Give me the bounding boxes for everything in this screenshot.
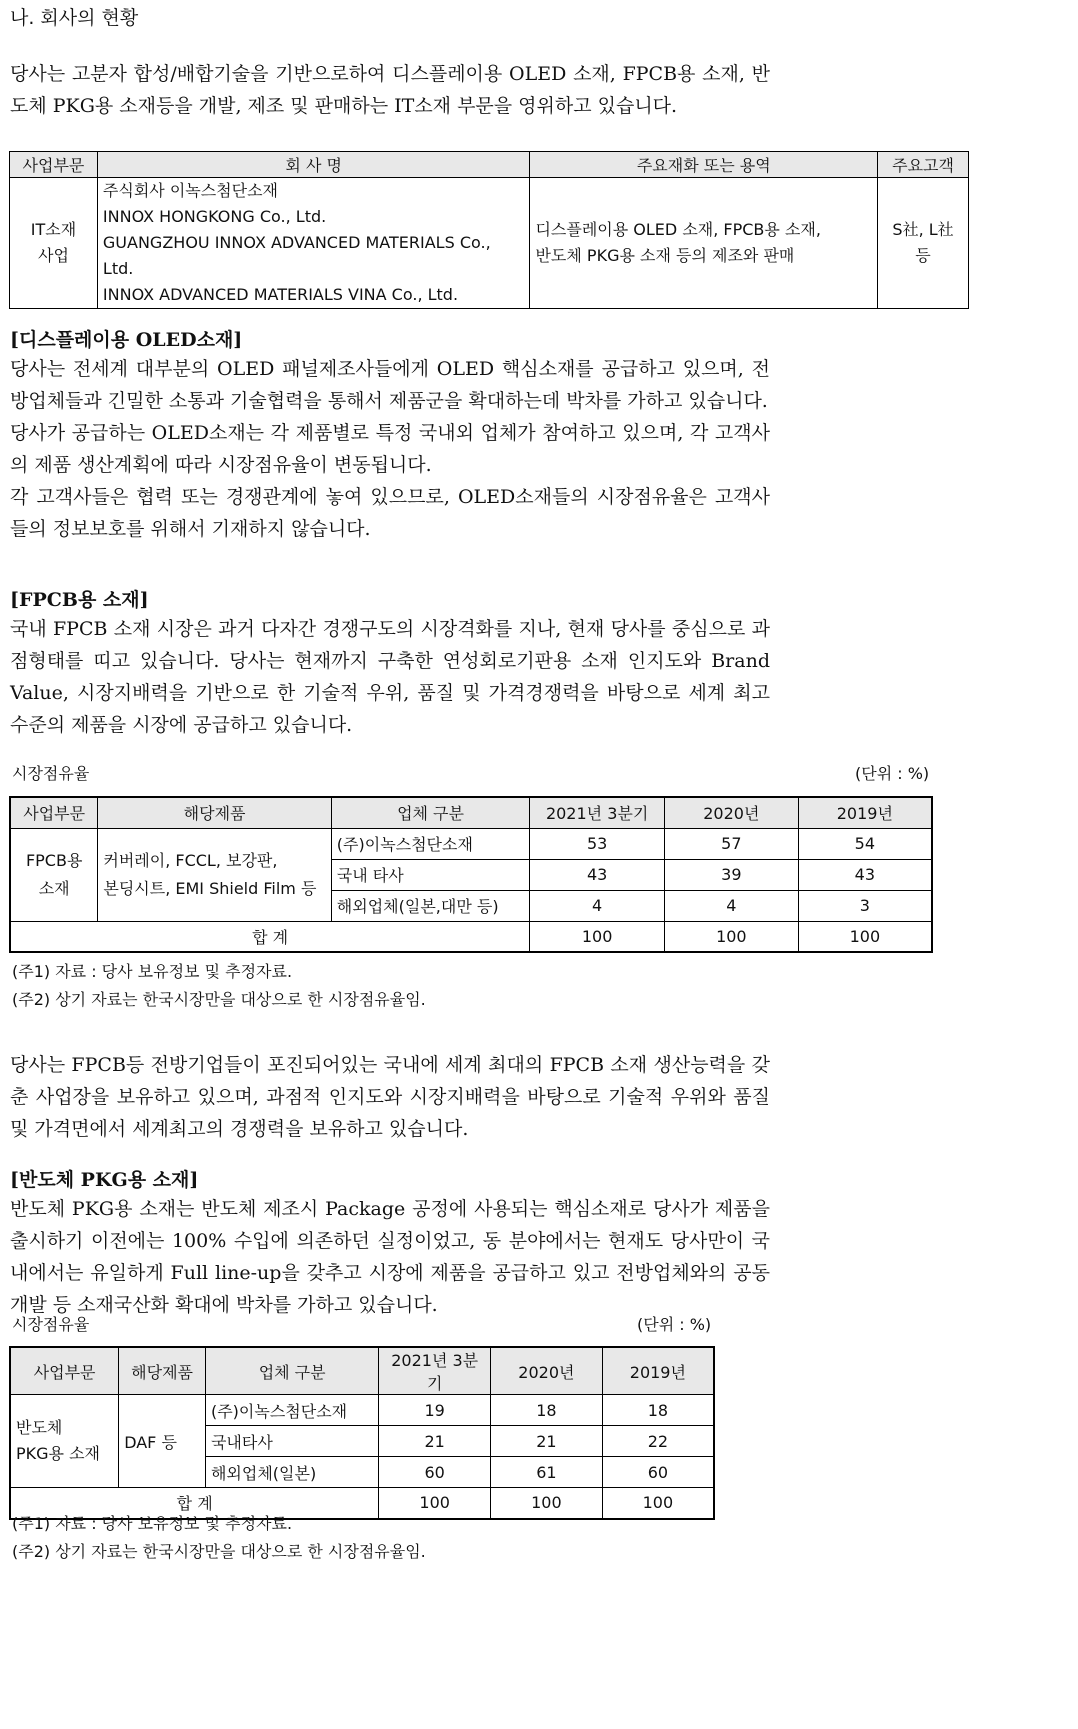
table-row	[10, 828, 932, 859]
pkg-paragraph: 반도체 PKG용 소재는 반도체 제조시 Package 공정에 사용되는 핵심소재로 당사가 제품을 출시하기 이전에는 100% 수입에 의존하던 실정이었고, 동 분야에서는 현재도 당사만이 국내에서는 유일하게 Full line-up을 갖추고 시장에 제품을 공급하고 있고 전방업체와의 공동개발 등 소재국산화 확대에 박차를 가하고 있습니다.	[10, 1198, 770, 1316]
company-name: 주식회사 이녹스첨단소재	[102, 181, 279, 200]
oled-section-title: [디스플레이용 OLED소재]	[10, 329, 243, 351]
value-cell: 54	[798, 828, 932, 859]
company-cell: 해외업체(일본,대만 등)	[331, 890, 529, 921]
pkg-section-title: [반도체 PKG용 소재]	[10, 1169, 199, 1191]
pkg-segment-cell: 반도체 PKG용 소재	[10, 1395, 119, 1488]
company-cell: 국내타사	[205, 1426, 378, 1457]
fpcb-note-1: (주1) 자료 : 당사 보유정보 및 추정자료.	[12, 962, 293, 981]
total-row	[10, 921, 932, 952]
company-name: INNOX ADVANCED MATERIALS VINA Co., Ltd.	[102, 285, 459, 304]
value-cell: 3	[798, 890, 932, 921]
fpcb-product-cell: 커버레이, FCCL, 보강판, 본딩시트, EMI Shield Film 등	[98, 828, 331, 921]
fpcb-share-table	[9, 796, 933, 953]
header-customers: 주요고객	[878, 152, 969, 178]
total-label: 합 계	[10, 1488, 379, 1519]
pkg-header-segment: 사업부문	[10, 1347, 119, 1395]
value-cell: 39	[664, 859, 798, 890]
header-segment: 사업부문	[10, 152, 98, 178]
total-value: 100	[664, 921, 798, 952]
pkg-note-2: (주2) 상기 자료는 한국시장만을 대상으로 한 시장점유율임.	[12, 1542, 426, 1561]
value-cell: 18	[602, 1395, 714, 1426]
fpcb-header-segment: 사업부문	[10, 797, 98, 828]
header-products: 주요재화 또는 용역	[530, 152, 878, 178]
value-cell: 21	[491, 1426, 603, 1457]
pkg-share-table	[9, 1346, 715, 1520]
fpcb-header-company: 업체 구분	[331, 797, 529, 828]
value-cell: 43	[530, 859, 665, 890]
total-value: 100	[491, 1488, 603, 1519]
intro-paragraph: 당사는 고분자 합성/배합기술을 기반으로하여 디스플레이용 OLED 소재, FPCB용 소재, 반도체 PKG용 소재등을 개발, 제조 및 판매하는 IT소재 부문을 영위하고 있습니다.	[10, 63, 770, 117]
fpcb-header-2020: 2020년	[664, 797, 798, 828]
pkg-share-caption: 시장점유율	[12, 1315, 90, 1334]
value-cell: 19	[379, 1395, 491, 1426]
fpcb-unit-label: (단위 : %)	[855, 764, 930, 783]
value-cell: 60	[379, 1457, 491, 1488]
company-cell: 국내 타사	[331, 859, 529, 890]
company-cell: 해외업체(일본)	[205, 1457, 378, 1488]
value-cell: 43	[798, 859, 932, 890]
value-cell: 22	[602, 1426, 714, 1457]
table-row	[10, 1395, 714, 1426]
company-cell: (주)이녹스첨단소재	[331, 828, 529, 859]
company-table	[9, 151, 969, 309]
fpcb-header-2021q3: 2021년 3분기	[530, 797, 665, 828]
fpcb-section-title: [FPCB용 소재]	[10, 589, 149, 611]
company-name: INNOX HONGKONG Co., Ltd.	[102, 207, 327, 226]
value-cell: 18	[491, 1395, 603, 1426]
total-value: 100	[530, 921, 665, 952]
pkg-header-2021q3: 2021년 3분기	[379, 1347, 491, 1395]
company-name: GUANGZHOU INNOX ADVANCED MATERIALS Co., Ltd.	[102, 233, 491, 278]
pkg-header-2020: 2020년	[491, 1347, 603, 1395]
pkg-unit-label: (단위 : %)	[637, 1315, 712, 1334]
header-company: 회 사 명	[97, 152, 530, 178]
pkg-product-cell: DAF 등	[119, 1395, 206, 1488]
value-cell: 4	[530, 890, 665, 921]
value-cell: 60	[602, 1457, 714, 1488]
fpcb-header-product: 해당제품	[98, 797, 331, 828]
total-value: 100	[379, 1488, 491, 1519]
fpcb-paragraph: 국내 FPCB 소재 시장은 과거 다자간 경쟁구도의 시장격화를 지나, 현재 당사를 중심으로 과점형태를 띠고 있습니다. 당사는 현재까지 구축한 연성회로기판용 소재 인지도와 Brand Value, 시장지배력을 기반으로 한 기술적 우위, 품질 및 가격경쟁력을 바탕으로 세계 최고 수준의 제품을 시장에 공급하고 있습니다.	[10, 618, 770, 736]
total-value: 100	[602, 1488, 714, 1519]
pkg-header-2019: 2019년	[602, 1347, 714, 1395]
fpcb-segment-cell: FPCB용 소재	[10, 828, 98, 921]
pkg-note-1: (주1) 자료 : 당사 보유정보 및 추정자료.	[12, 1514, 293, 1533]
company-names-cell	[97, 178, 530, 309]
value-cell: 53	[530, 828, 665, 859]
segment-cell: IT소재 사업	[10, 178, 98, 309]
value-cell: 4	[664, 890, 798, 921]
fpcb-share-caption: 시장점유율	[12, 764, 90, 783]
pkg-header-product: 해당제품	[119, 1347, 206, 1395]
value-cell: 57	[664, 828, 798, 859]
total-value: 100	[798, 921, 932, 952]
customers-cell: S社, L社 등	[878, 178, 969, 309]
total-label: 합 계	[10, 921, 530, 952]
company-cell: (주)이녹스첨단소재	[205, 1395, 378, 1426]
section-heading: 나. 회사의 현황	[10, 7, 139, 29]
value-cell: 21	[379, 1426, 491, 1457]
fpcb-note-2: (주2) 상기 자료는 한국시장만을 대상으로 한 시장점유율임.	[12, 990, 426, 1009]
fpcb-paragraph-2: 당사는 FPCB등 전방기업들이 포진되어있는 국내에 세계 최대의 FPCB 소재 생산능력을 갖춘 사업장을 보유하고 있으며, 과점적 인지도와 시장지배력을 바탕으로 기술적 우위와 품질 및 가격면에서 세계최고의 경쟁력을 보유하고 있습니다.	[10, 1054, 770, 1140]
fpcb-header-2019: 2019년	[798, 797, 932, 828]
pkg-header-company: 업체 구분	[205, 1347, 378, 1395]
products-cell: 디스플레이용 OLED 소재, FPCB용 소재, 반도체 PKG용 소재 등의 제조와 판매	[530, 178, 878, 309]
oled-paragraphs: 당사는 전세계 대부분의 OLED 패널제조사들에게 OLED 핵심소재를 공급하고 있으며, 전방업체들과 긴밀한 소통과 기술협력을 통해서 제품군을 확대하는데 박차를 가하고 있습니다. 당사가 공급하는 OLED소재는 각 제품별로 특정 국내외 업체가 참여하고 있으며, 각 고객사의 제품 생산계획에 따라 시장점유율이 변동됩니다. 각 고객사들은 협력 또는 경쟁관계에 놓여 있으므로, OLED소재들의 시장점유율은 고객사들의 정보보호를 위해서 기재하지 않습니다.	[10, 358, 770, 540]
value-cell: 61	[491, 1457, 603, 1488]
